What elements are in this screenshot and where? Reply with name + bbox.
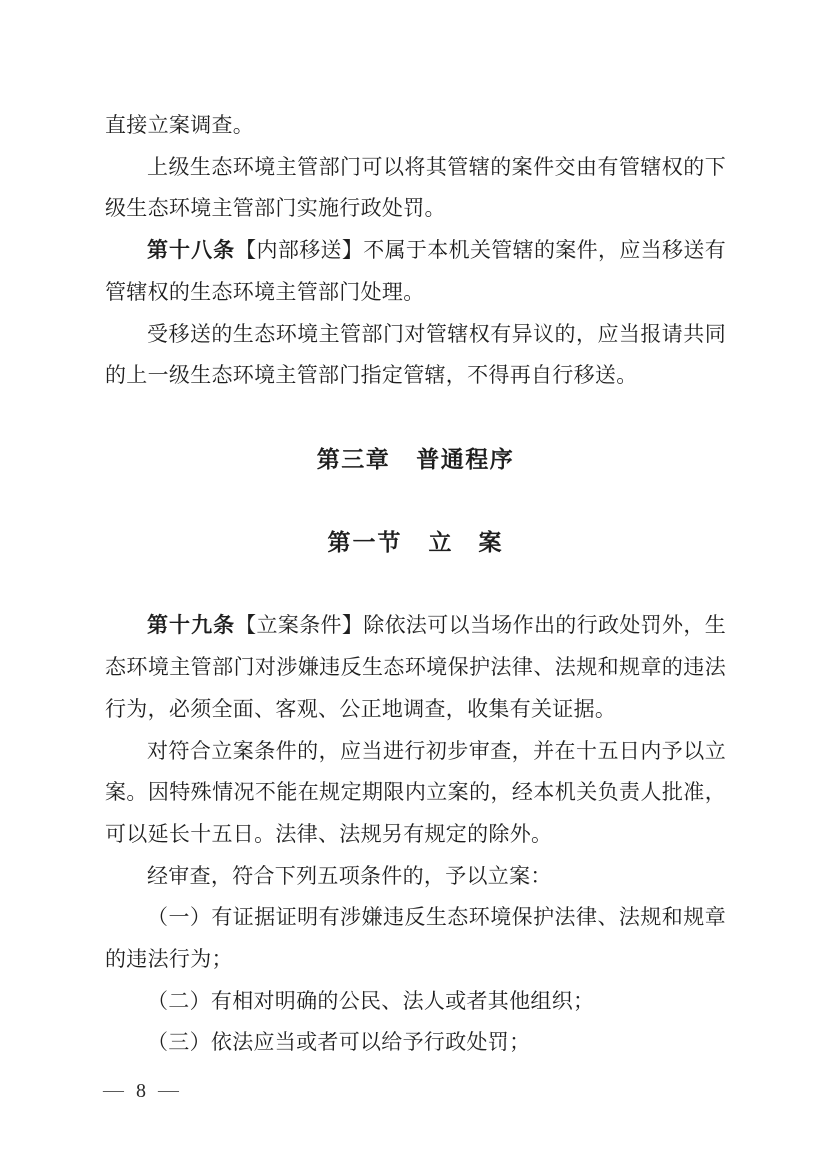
paragraph-jurisdiction-objection: 受移送的生态环境主管部门对管辖权有异议的，应当报请共同的上一级生态环境主管部门指定管辖，不得再自行移送。 bbox=[105, 321, 726, 388]
page-number: 8 bbox=[136, 1080, 146, 1102]
paragraph-conditions-intro: 经审查，符合下列五项条件的，予以立案： bbox=[147, 863, 552, 888]
section-heading bbox=[105, 522, 726, 564]
article-19-bracket-title: 【立案条件】 bbox=[235, 613, 364, 638]
document-body bbox=[105, 105, 726, 1064]
list-item-condition-3: （三）依法应当或者可以给予行政处罚； bbox=[147, 1030, 531, 1055]
paragraph-article-18 bbox=[105, 230, 726, 313]
section-title: 立 案 bbox=[428, 530, 504, 555]
paragraph-continuation: 直接立案调查。 bbox=[105, 113, 255, 137]
article-19-number: 第十九条 bbox=[147, 614, 236, 638]
page-number-footer bbox=[104, 1076, 178, 1106]
article-18-text: 不属于本机关管辖的案件，应当移送有管辖权的生态环境主管部门处理。 bbox=[105, 238, 726, 304]
chapter-title: 普通程序 bbox=[416, 445, 515, 472]
paragraph-article-19 bbox=[105, 605, 726, 730]
footer-dash-right: — bbox=[158, 1080, 179, 1101]
paragraph-superior-transfer: 上级生态环境主管部门可以将其管辖的案件交由有管辖权的下级生态环境主管部门实施行政处罚。 bbox=[105, 154, 726, 221]
list-item-condition-1: （一）有证据证明有涉嫌违反生态环境保护法律、法规和规章的违法行为； bbox=[105, 905, 726, 972]
article-18-number: 第十八条 bbox=[147, 239, 236, 263]
list-item-condition-2: （二）有相对明确的公民、法人或者其他组织； bbox=[147, 988, 595, 1013]
chapter-number: 第三章 bbox=[316, 445, 391, 472]
article-19-text: 除依法可以当场作出的行政处罚外，生态环境主管部门对涉嫌违反生态环境保护法律、法规和规章的违法行为，必须全面、客观、公正地调查，收集有关证据。 bbox=[105, 613, 726, 721]
article-18-bracket-title: 【内部移送】 bbox=[235, 238, 364, 263]
section-number: 第一节 bbox=[327, 530, 403, 555]
chapter-heading bbox=[105, 439, 726, 481]
paragraph-preliminary-review: 对符合立案条件的，应当进行初步审查，并在十五日内予以立案。因特殊情况不能在规定期限内立案的，经本机关负责人批准，可以延长十五日。法律、法规另有规定的除外。 bbox=[105, 738, 726, 846]
footer-dash-left: — bbox=[103, 1080, 124, 1101]
